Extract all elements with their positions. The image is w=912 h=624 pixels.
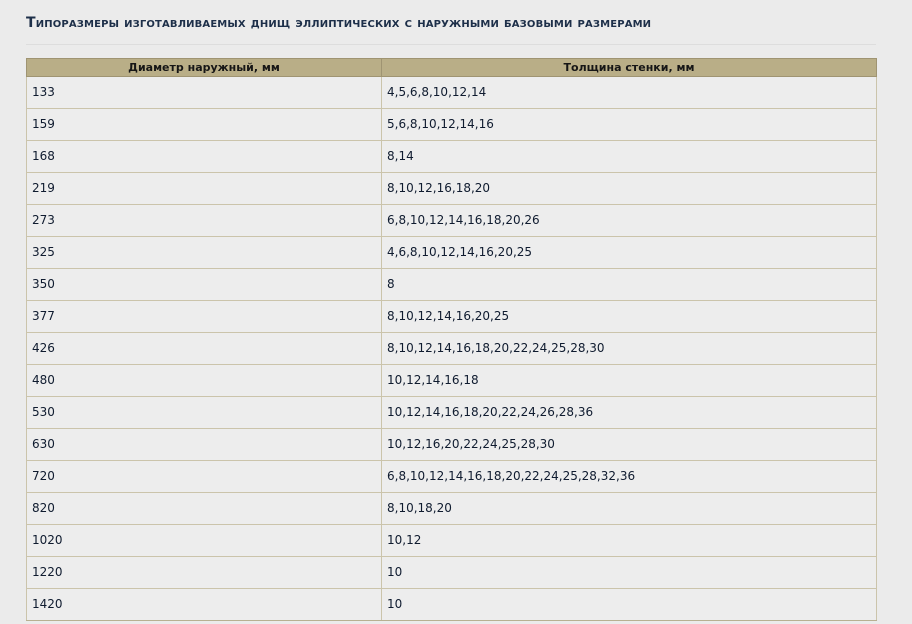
wall-thickness-cell: 10	[382, 589, 877, 621]
table-row	[27, 461, 877, 493]
table-header	[27, 59, 877, 77]
diameter-cell: 377	[27, 301, 382, 333]
wall-thickness-cell: 10,12,14,16,18,20,22,24,26,28,36	[382, 397, 877, 429]
diameter-cell: 1420	[27, 589, 382, 621]
table-row	[27, 525, 877, 557]
table-row	[27, 237, 877, 269]
table-header-row	[27, 59, 877, 77]
page-title: Типоразмеры изготавливаемых днищ эллиптических с наружными базовыми размерами	[26, 15, 652, 31]
diameter-cell: 1220	[27, 557, 382, 589]
wall-thickness-cell: 8,10,12,14,16,20,25	[382, 301, 877, 333]
wall-thickness-cell: 10,12,14,16,18	[382, 365, 877, 397]
table-row	[27, 77, 877, 109]
diameter-column-header: Диаметр наружный, мм	[27, 59, 382, 77]
table-row	[27, 269, 877, 301]
table-row	[27, 557, 877, 589]
table-row	[27, 141, 877, 173]
wall-thickness-cell: 8,14	[382, 141, 877, 173]
diameter-cell: 273	[27, 205, 382, 237]
diameter-cell: 426	[27, 333, 382, 365]
table-row	[27, 205, 877, 237]
wall-thickness-cell: 10,12,16,20,22,24,25,28,30	[382, 429, 877, 461]
sizes-table	[26, 58, 877, 621]
diameter-cell: 350	[27, 269, 382, 301]
wall-thickness-cell: 8,10,12,14,16,18,20,22,24,25,28,30	[382, 333, 877, 365]
wall-thickness-cell: 8,10,18,20	[382, 493, 877, 525]
diameter-cell: 720	[27, 461, 382, 493]
wall-thickness-cell: 5,6,8,10,12,14,16	[382, 109, 877, 141]
wall-thickness-cell: 6,8,10,12,14,16,18,20,22,24,25,28,32,36	[382, 461, 877, 493]
wall-thickness-cell: 10,12	[382, 525, 877, 557]
wall-thickness-column-header: Толщина стенки, мм	[382, 59, 877, 77]
diameter-cell: 530	[27, 397, 382, 429]
table-row	[27, 397, 877, 429]
wall-thickness-cell: 4,5,6,8,10,12,14	[382, 77, 877, 109]
table-row	[27, 109, 877, 141]
wall-thickness-cell: 6,8,10,12,14,16,18,20,26	[382, 205, 877, 237]
wall-thickness-cell: 10	[382, 557, 877, 589]
diameter-cell: 159	[27, 109, 382, 141]
diameter-cell: 630	[27, 429, 382, 461]
table-row	[27, 301, 877, 333]
table-row	[27, 365, 877, 397]
wall-thickness-cell: 8,10,12,16,18,20	[382, 173, 877, 205]
diameter-cell: 168	[27, 141, 382, 173]
table-row	[27, 173, 877, 205]
table-row	[27, 589, 877, 621]
title-divider	[26, 44, 876, 45]
table-row	[27, 493, 877, 525]
diameter-cell: 480	[27, 365, 382, 397]
diameter-cell: 325	[27, 237, 382, 269]
table-row	[27, 429, 877, 461]
diameter-cell: 820	[27, 493, 382, 525]
wall-thickness-cell: 4,6,8,10,12,14,16,20,25	[382, 237, 877, 269]
diameter-cell: 1020	[27, 525, 382, 557]
wall-thickness-cell: 8	[382, 269, 877, 301]
diameter-cell: 133	[27, 77, 382, 109]
table-body	[27, 77, 877, 621]
sizes-table-container	[26, 58, 876, 621]
table-row	[27, 333, 877, 365]
diameter-cell: 219	[27, 173, 382, 205]
